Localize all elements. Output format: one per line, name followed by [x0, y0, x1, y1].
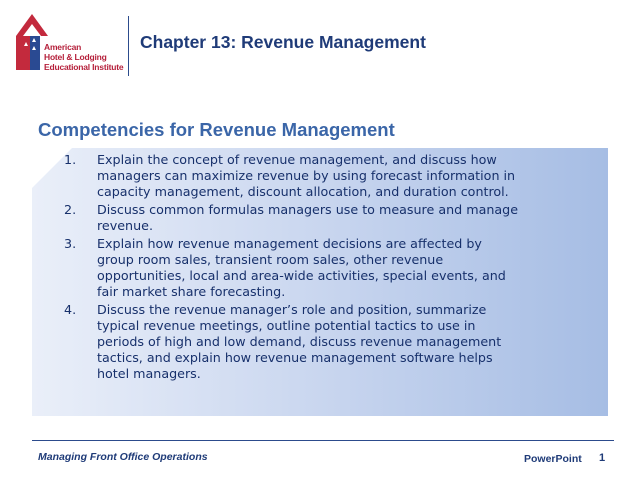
logo-line: Educational Institute	[44, 62, 124, 72]
competency-text-line: Explain the concept of revenue management, and discuss how	[97, 152, 497, 167]
header-divider	[128, 16, 129, 76]
course-name: Managing Front Office Operations	[38, 451, 208, 463]
slide-title: Competencies for Revenue Management	[38, 119, 395, 140]
app-label: PowerPoint	[524, 453, 582, 465]
competency-text-line: tactics, and explain how revenue management software helps	[97, 350, 493, 365]
logo-line: Hotel & Lodging	[44, 52, 107, 62]
competency-text-line: capacity management, discount allocation, and duration control.	[97, 184, 509, 199]
competency-item	[64, 302, 584, 382]
competency-text-line: Discuss common formulas managers use to measure and manage	[97, 202, 519, 217]
chapter-title: Chapter 13: Revenue Management	[140, 32, 426, 52]
logo-text	[44, 42, 123, 72]
page-number: 1	[599, 452, 606, 464]
competency-item	[64, 236, 584, 300]
competency-text-line: typical revenue meetings, outline potential tactics to use in	[97, 318, 476, 333]
competency-text-line: revenue.	[97, 218, 153, 233]
ahlei-logo	[14, 12, 126, 78]
competency-number: 1.	[64, 152, 77, 167]
competency-text-line: Explain how revenue management decisions are affected by	[97, 236, 482, 251]
competency-number: 2.	[64, 202, 77, 217]
competency-text-line: opportunities, local and area-wide activities, special events, and	[97, 268, 506, 283]
competency-list	[64, 152, 584, 384]
competency-item	[64, 202, 584, 234]
competency-text-line: managers can maximize revenue by using forecast information in	[97, 168, 516, 183]
competency-text-line: periods of high and low demand, discuss revenue management	[97, 334, 502, 349]
competency-item	[64, 152, 584, 200]
competency-text-line: Discuss the revenue manager’s role and position, summarize	[97, 302, 487, 317]
competency-text-line: group room sales, transient room sales, other revenue	[97, 252, 444, 267]
footer-divider	[32, 440, 614, 441]
competency-text-line: hotel managers.	[97, 366, 201, 381]
competency-text-line: fair market share forecasting.	[97, 284, 286, 299]
competency-number: 3.	[64, 236, 77, 251]
logo-line: American	[44, 42, 82, 52]
competency-number: 4.	[64, 302, 77, 317]
